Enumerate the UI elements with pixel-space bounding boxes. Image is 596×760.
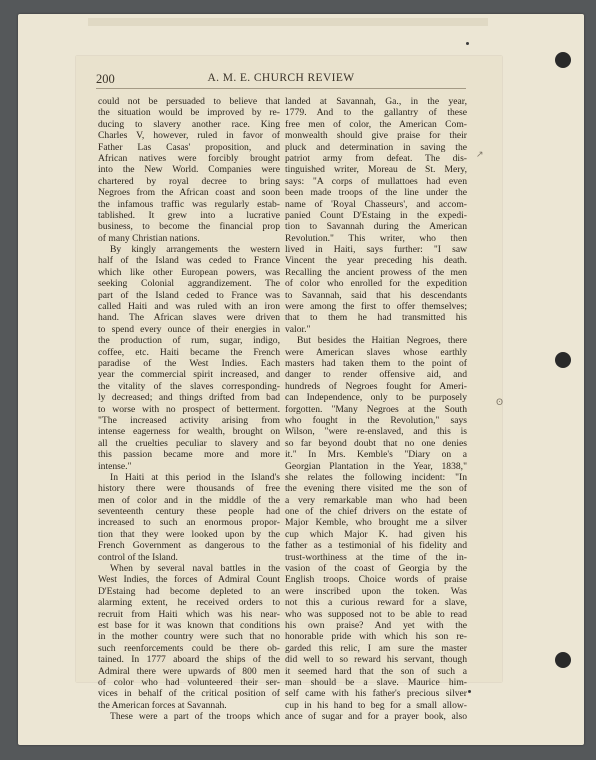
text-line: year the commercial spirit increased, and — [98, 369, 280, 381]
text-line: this passion became more and more — [98, 449, 280, 461]
text-line: intense eagerness for wealth, brought on — [98, 426, 280, 438]
text-line: of color who had volunteered their ser- — [98, 676, 280, 688]
text-line: tablished. It grew into a lucrative — [98, 209, 280, 221]
text-line: ly decreased; and things drifted from bad — [98, 392, 280, 404]
text-line: forgotten. "Many Negroes at the South — [285, 403, 467, 415]
text-line: danger to render offensive aid, and — [285, 369, 467, 381]
text-line: cup which Major K. had given his — [285, 528, 467, 540]
text-line: Recalling the ancient prowess of the men — [285, 266, 467, 278]
pin-dot-bottom — [468, 690, 471, 693]
text-line: a very remarkable man who had been — [285, 494, 467, 506]
text-line: history there were thousands of free — [98, 483, 280, 495]
text-line: ance of sugar and for a prayer book, also — [285, 711, 467, 723]
text-line: it seemed hard that the son of such a — [285, 665, 467, 677]
text-column-right — [285, 96, 467, 722]
text-line: vices in behalf of the critical position of — [98, 688, 280, 700]
text-column-left — [98, 96, 280, 722]
text-line: Major Kemble, who brought me a silver — [285, 517, 467, 529]
binder-hole-bottom — [555, 652, 571, 668]
text-line: West Indies, the forces of Admiral Count — [98, 574, 280, 586]
text-line: Vincent the year preceding his death. — [285, 255, 467, 267]
text-line: it." In Mrs. Kemble's "Diary on a — [285, 449, 467, 461]
text-line: Wilson, "were re-enslaved, and this is — [285, 426, 467, 438]
sheet-top-edge — [88, 18, 488, 26]
text-line: recruit from Haiti which was his near- — [98, 608, 280, 620]
text-line: Georgian Plantation in the Year, 1838," — [285, 460, 467, 472]
running-title: A. M. E. CHURCH REVIEW — [207, 72, 355, 84]
text-line: cup in his hand to beg for a small allow- — [285, 699, 467, 711]
text-line: the vitality of the slaves corresponding- — [98, 380, 280, 392]
text-line: honorable pride with which his son re- — [285, 631, 467, 643]
text-line: intense." — [98, 460, 132, 472]
text-line: part of the Island ceded to France was — [98, 289, 280, 301]
text-line: trust-worthiness at the time of the in- — [285, 551, 467, 563]
page-header — [96, 72, 466, 89]
text-line: pluck and determination in saving the — [285, 141, 467, 153]
text-line: Negroes from the African coast and soon — [98, 187, 280, 199]
text-line: the infamous traffic was regularly estab- — [98, 198, 280, 210]
pin-dot-top — [466, 42, 469, 45]
text-line: to spend every ounce of their energies in — [98, 323, 280, 335]
text-line: 1779. And to the gallantry of these — [285, 107, 467, 119]
text-line: est base for it was known that conditions — [98, 619, 280, 631]
text-line: By kingly arrangements the western — [110, 244, 280, 256]
text-line: not this a curious reward for a slave, — [285, 597, 467, 609]
text-line: Revolution." This writer, who then — [285, 232, 467, 244]
text-line: who fought in the Revolution," says — [285, 414, 467, 426]
text-line: free men of color, the American Com- — [285, 118, 467, 130]
text-line: garded this relic, I am sure the master — [285, 642, 467, 654]
text-line: coffee, etc. Haiti became the French — [98, 346, 280, 358]
text-line: could not be persuaded to believe that — [98, 96, 280, 107]
text-line: landed at Savannah, Ga., in the year, — [285, 96, 467, 107]
text-line: did well to so reward his servant, though — [285, 654, 467, 666]
text-line: the American forces at Savannah. — [98, 699, 227, 711]
text-line: the situation would be improved by re- — [98, 107, 280, 119]
text-line: valor." — [285, 323, 311, 335]
text-line: such reenforcements could be there ob- — [98, 642, 280, 654]
text-line: tion that they were looked upon by the — [98, 528, 280, 540]
text-line: man should be a slave. Maurice him- — [285, 676, 467, 688]
text-line: to worse with no prospect of betterment. — [98, 403, 280, 415]
text-line: patriot army from defeat. The dis- — [285, 152, 467, 164]
text-line: But besides the Haitian Negroes, there — [297, 335, 467, 347]
text-line: Charles V, however, ruled in favor of — [98, 130, 280, 142]
text-line: half of the Island was ceded to France — [98, 255, 280, 267]
text-line: alarming extent, he received orders to — [98, 597, 280, 609]
text-line: lived in Haiti, says further: "I saw — [285, 244, 467, 256]
text-line: name of 'Royal Chasseurs', and accom- — [285, 198, 467, 210]
text-line: masters had taken them to the point of — [285, 357, 467, 369]
text-line: panied Count D'Estaing in the expedi- — [285, 209, 467, 221]
text-line: of color who enrolled for the expedition — [285, 278, 467, 290]
text-line: to Savannah, said that his descendants — [285, 289, 467, 301]
text-line: Father Las Casas' proposition, and — [98, 141, 280, 153]
text-line: tinguished writer, Moreau de St. Mery, — [285, 164, 467, 176]
text-line: Admiral there were upwards of 800 men — [98, 665, 280, 677]
text-line: hundreds of Negroes fought for Ameri- — [285, 380, 467, 392]
margin-stamp-mark: ʘ — [496, 398, 504, 408]
text-line: called Haiti and was ruled with an iron — [98, 301, 280, 313]
text-line: hand. The African slaves were driven — [98, 312, 280, 324]
binder-hole-middle — [555, 352, 571, 368]
text-line: In Haiti at this period in the Island's — [110, 471, 280, 483]
text-line: been made troops of the line under the — [285, 187, 467, 199]
text-line: D'Estaing had become depleted to an — [98, 585, 280, 597]
text-line: These were a part of the troops which — [110, 711, 280, 723]
text-line: his own praise? And yet with the — [285, 619, 467, 631]
text-line: so far beyond doubt that no one denies — [285, 437, 467, 449]
text-line: self came with his father's precious silver — [285, 688, 467, 700]
text-line: French Government as dangerous to the — [98, 540, 280, 552]
text-line: business, to become the financial prop — [98, 221, 280, 233]
binder-hole-top — [555, 52, 571, 68]
text-line: which like other European powers, was — [98, 266, 280, 278]
margin-pencil-mark: ↗ — [476, 150, 484, 160]
text-line: were American slaves whose earthly — [285, 346, 467, 358]
text-line: in the mother country were such that no — [98, 631, 280, 643]
text-line: seeking Colonial aggrandizement. The — [98, 278, 280, 290]
text-line: monwealth should give praise for their — [285, 130, 467, 142]
text-line: the evening there visited me the son of — [285, 483, 467, 495]
text-line: English troops. Choice words of praise — [285, 574, 467, 586]
text-line: she relates the following incident: "In — [285, 471, 467, 483]
text-line: seventeenth century these people had — [98, 506, 280, 518]
text-line: paradise of the West Indies. Each — [98, 357, 280, 369]
text-line: ducing to slavery another race. King — [98, 118, 280, 130]
text-line: all the cruelties peculiar to slavery and — [98, 437, 280, 449]
text-line: of many Christian nations. — [98, 232, 200, 244]
text-line: increased to such an enormous propor- — [98, 517, 280, 529]
text-line: father as a testimonial of his fidelity and — [285, 540, 467, 552]
text-line: control of the Island. — [98, 551, 178, 563]
text-line: can Independence, only to be purposely — [285, 392, 467, 404]
text-line: into the New World. Companies were — [98, 164, 280, 176]
text-line: tained. In 1777 aboard the ships of the — [98, 654, 280, 666]
text-line: that to them he had transmitted his — [285, 312, 467, 324]
text-line: the production of rum, sugar, indigo, — [98, 335, 280, 347]
text-line: "The increased activity arising from — [98, 414, 280, 426]
text-line: tion to Savannah during the American — [285, 221, 467, 233]
text-line: chartered by royal decree to bring — [98, 175, 280, 187]
text-line: one of the chief drivers on the estate of — [285, 506, 467, 518]
text-line: African natives were forcibly brought — [98, 152, 280, 164]
text-line: When by several naval battles in the — [110, 563, 280, 575]
text-line: says: "A corps of mullattoes had even — [285, 175, 467, 187]
text-line: were inscribed upon the token. Was — [285, 585, 467, 597]
text-line: were among the first to offer themselves; — [285, 301, 467, 313]
text-line: men of color and in the middle of the — [98, 494, 280, 506]
text-line: who was supposed not to be able to read — [285, 608, 467, 620]
page-number: 200 — [96, 72, 115, 86]
text-line: vasion of the coast of Georgia by the — [285, 563, 467, 575]
